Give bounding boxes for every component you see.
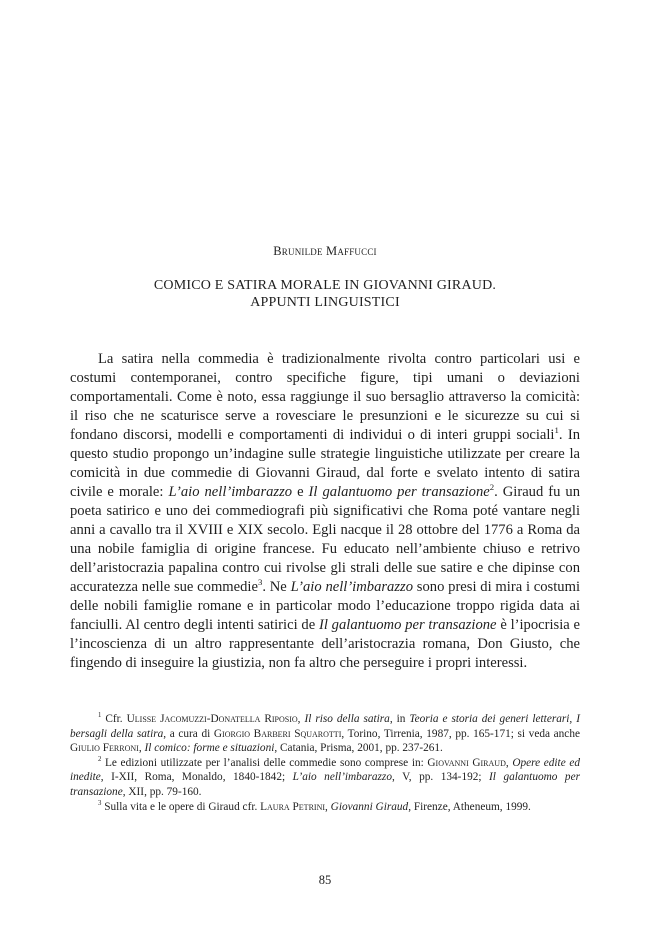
work-title: Opere edite ed inedite <box>70 756 580 784</box>
text-run: Cfr. <box>101 713 127 725</box>
text-run: , a cura di <box>163 727 214 740</box>
author-ref: Giorgio Barberi Squarotti <box>213 727 342 740</box>
text-run: , Firenze, Atheneum, 1999. <box>408 800 531 813</box>
author-name: Brunilde Maffucci <box>273 244 377 258</box>
title-line-2: APPUNTI LINGUISTICI <box>250 295 400 310</box>
author-ref: Giulio Ferroni <box>70 742 139 755</box>
footnote-2 <box>70 756 580 800</box>
text-run: Sulla vita e le opere di Giraud cfr. <box>101 800 261 813</box>
footnote-number: 1 <box>98 712 102 720</box>
work-title: Teoria e storia dei generi letterari, I bersagli della satira <box>70 713 580 740</box>
text-run: , Torino, Tirrenia, 1987, pp. 165-171; si veda anche <box>341 727 580 740</box>
work-title: L’aio nell’imbarazzo <box>290 579 414 595</box>
text-run: La satira nella commedia è tradizionalmente rivolta contro particolari usi e costumi contemporanei, contro specifiche figure, tipi umani o deviazioni comportamentali. Come è noto, essa raggiunge il suo bersaglio attraverso la comicità: il riso che ne scaturisce serve a rovesciare le presunzioni e le sicurezze su cui si fondano discorsi, modelli e comportamenti di individui o di interi gruppi sociali <box>70 351 580 443</box>
text-run: . In questo studio propongo un’indagine sulle strategie linguistiche utilizzate per creare la comicità in due commedie di Giovanni Giraud, dal forte e svelato intento di satira civile e morale: <box>70 427 580 500</box>
text-run: , <box>505 756 513 769</box>
work-title: Giovanni Giraud <box>330 800 409 813</box>
work-title: Il comico: forme e situazioni <box>144 742 275 755</box>
author-ref: Laura Petrini <box>260 800 326 813</box>
footnote-3 <box>70 800 580 815</box>
article-title <box>0 277 650 311</box>
work-title: Il riso della satira <box>304 713 390 725</box>
text-run: . Ne <box>262 579 291 595</box>
footnote-ref-3: 3 <box>257 577 263 588</box>
text-run: sono presi di mira i costumi delle nobili famiglie romane e in particolar modo l’educazione troppo rigida data ai fanciulli. Al centro degli intenti satirici de <box>70 579 580 633</box>
text-run: , Catania, Prisma, 2001, pp. 237-261. <box>274 742 443 755</box>
text-run: , I-XII, Roma, Monaldo, 1840-1842; <box>100 771 293 784</box>
work-title: Il galantuomo per transazione <box>70 771 580 798</box>
text-run: , V, pp. 134-192; <box>391 771 490 784</box>
text-run: e <box>292 484 309 500</box>
work-title: Il galantuomo per transazione <box>308 484 490 500</box>
text-run: , XII, pp. 79-160. <box>122 785 202 798</box>
work-title: L’aio nell’imbarazzo <box>292 771 392 784</box>
footnote-number: 2 <box>98 756 102 764</box>
footnotes <box>70 712 580 814</box>
page-number: 85 <box>318 873 332 887</box>
footnote-number: 3 <box>98 799 102 807</box>
work-title: Il galantuomo per transazione <box>318 617 497 633</box>
author-ref: Giovanni Giraud <box>427 756 506 769</box>
footnote-ref-1: 1 <box>554 425 559 436</box>
main-paragraph-block <box>70 350 580 673</box>
text-run: . Giraud fu un poeta satirico e uno dei commediografi più significativi che Roma poté vantare negli anni a cavallo tra il XVIII e XIX secolo. Egli nacque il 28 ottobre del 1776 a Roma da una nobile famiglia di origine francese. Fu educato nell’ambiente chiuso e retrivo dell’aristocrazia papalina contro cui rivolse gli strali delle sue satire e che dipinse con accuratezza nelle sue commedie <box>70 484 581 595</box>
text-run: , <box>138 742 145 755</box>
text-run: , in <box>389 713 410 725</box>
footnote-1 <box>70 712 580 756</box>
author-ref: Ulisse Jacomuzzi-Donatella Riposio <box>126 713 298 725</box>
text-run: Le edizioni utilizzate per l’analisi delle commedie sono comprese in: <box>101 756 428 769</box>
text-run: è l’ipocrisia e l’incoscienza di un altro rappresentante dell’aristocrazia romana, Don Giusto, che fingendo di inseguire la giustizia, non fa altro che perseguire i propri interessi. <box>70 617 580 671</box>
text-run: , <box>325 800 331 813</box>
footnote-ref-2: 2 <box>489 482 495 493</box>
text-run: , <box>297 713 305 725</box>
title-line-1: COMICO E SATIRA MORALE IN GIOVANNI GIRAUD. <box>153 278 497 293</box>
main-paragraph <box>70 350 580 673</box>
work-title: L’aio nell’imbarazzo <box>168 484 293 500</box>
